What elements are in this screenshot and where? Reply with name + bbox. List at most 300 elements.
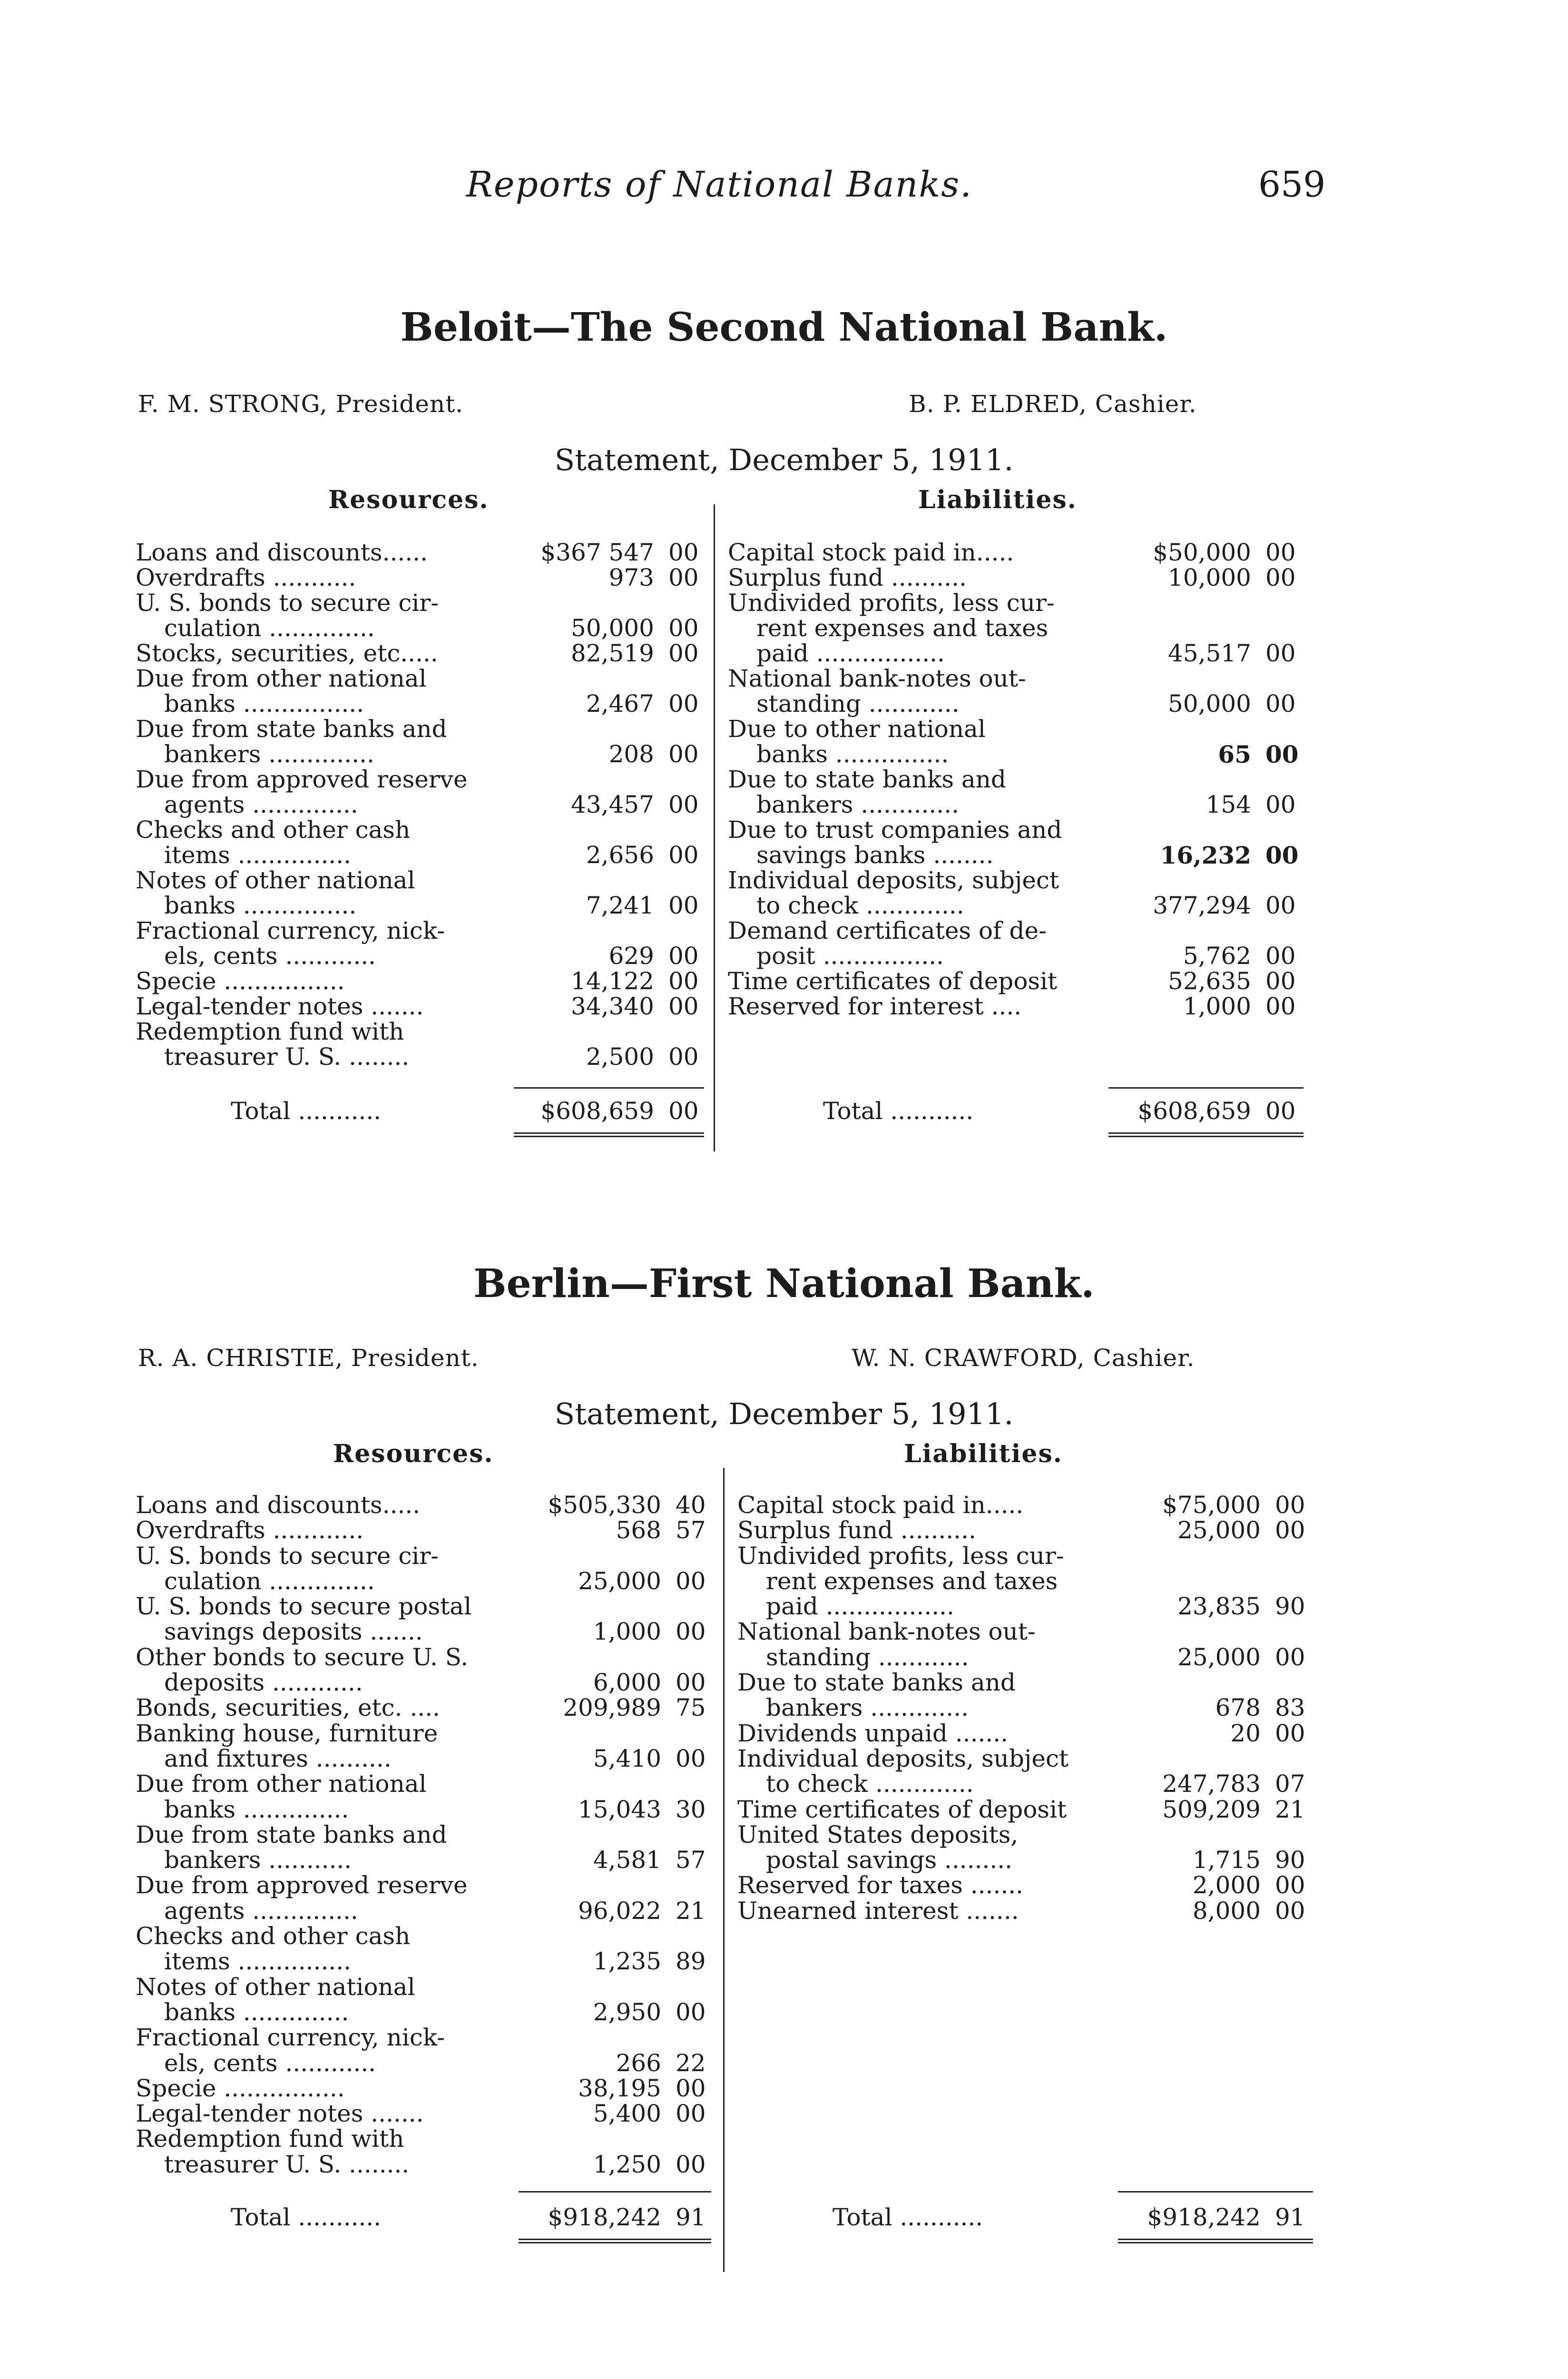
row-label: postal savings ......... (766, 1846, 1013, 1874)
table-row (136, 969, 706, 994)
resources-total-row (136, 2203, 714, 2232)
table-row (728, 767, 1303, 792)
table-row (728, 792, 1303, 817)
row-label: Redemption fund with (136, 2125, 404, 2153)
row-label: posit ................ (756, 942, 944, 970)
liabilities-heading: Liabilities. (918, 485, 1077, 514)
row-dollars: 2,950 (593, 1998, 661, 2026)
table-row (728, 868, 1303, 893)
row-label: treasurer U. S. ........ (164, 1043, 410, 1071)
table-row (737, 1771, 1313, 1797)
liabilities-sum-rule (1108, 1087, 1303, 1089)
table-row (136, 767, 706, 792)
table-row (737, 1695, 1313, 1720)
row-dollars: 15,043 (578, 1795, 661, 1823)
row-cents: 00 (668, 993, 699, 1020)
resources-double-rule (519, 2239, 711, 2243)
bank-title: Berlin—First National Bank. (473, 1261, 1095, 1307)
row-dollars: 50,000 (571, 614, 654, 642)
table-row (136, 1019, 706, 1044)
row-dollars: 10,000 (1168, 564, 1251, 591)
liabilities-total-row (728, 1097, 1303, 1125)
row-label: Reserved for taxes ....... (737, 1871, 1024, 1899)
row-label: Undivided profits, less cur- (737, 1542, 1064, 1570)
row-cents: 00 (1265, 690, 1296, 718)
row-cents: 00 (1275, 1871, 1305, 1899)
total-dollars: $608,659 (540, 1097, 654, 1125)
table-row (737, 1645, 1313, 1670)
row-label: U. S. bonds to secure cir- (136, 1542, 439, 1570)
table-row (136, 540, 706, 565)
liabilities-table (737, 1493, 1313, 1924)
table-row (728, 641, 1303, 666)
statement-date: Statement, December 5, 1911. (554, 1396, 1014, 1431)
row-cents: 83 (1275, 1694, 1305, 1722)
table-row (737, 1797, 1313, 1822)
row-cents: 21 (676, 1897, 706, 1925)
table-row (136, 1949, 714, 1974)
row-label: Redemption fund with (136, 1018, 404, 1045)
row-label: to check ............. (756, 892, 964, 919)
row-label: bankers .............. (164, 740, 374, 768)
row-dollars: 973 (608, 564, 654, 591)
row-label: Legal-tender notes ....... (136, 993, 424, 1020)
total-dollars: $918,242 (548, 2203, 661, 2231)
row-label: els, cents ............ (164, 2049, 376, 2077)
row-label: Reserved for interest .... (728, 993, 1022, 1020)
resources-double-rule (514, 1132, 704, 1137)
table-row (728, 893, 1303, 918)
row-dollars: 38,195 (578, 2074, 661, 2102)
row-cents: 90 (1275, 1593, 1305, 1621)
resources-table (136, 1493, 714, 2177)
table-row (136, 590, 706, 616)
row-label: paid ................. (766, 1593, 954, 1621)
row-label: Capital stock paid in..... (728, 539, 1014, 566)
row-label: Stocks, securities, etc..... (136, 639, 438, 667)
liabilities-heading: Liabilities. (904, 1439, 1063, 1468)
table-row (728, 817, 1303, 843)
row-dollars: 2,500 (586, 1043, 654, 1071)
resources-total-row (136, 1097, 706, 1125)
row-label: Legal-tender notes ....... (136, 2100, 424, 2128)
table-row (728, 691, 1303, 717)
row-cents: 00 (668, 564, 699, 591)
resources-heading: Resources. (333, 1439, 494, 1468)
table-row (737, 1746, 1313, 1771)
table-row (136, 1543, 714, 1569)
table-row (136, 1848, 714, 1873)
total-dollars: $608,659 (1137, 1097, 1251, 1125)
row-dollars: 8,000 (1192, 1897, 1261, 1925)
table-row (136, 994, 706, 1019)
table-row (737, 1873, 1313, 1898)
table-row (737, 1848, 1313, 1873)
total-row (728, 1097, 1303, 1125)
table-row (136, 2076, 714, 2101)
row-dollars: $367 547 (540, 539, 654, 566)
row-cents: 00 (1265, 564, 1296, 591)
row-dollars: 2,000 (1192, 1871, 1261, 1899)
row-dollars: 568 (616, 1516, 661, 1544)
liabilities-double-rule (1108, 1132, 1303, 1137)
row-label: standing ............ (766, 1643, 969, 1671)
row-dollars: 1,000 (1183, 993, 1251, 1020)
row-cents: 00 (676, 1669, 706, 1697)
row-cents: 00 (668, 841, 699, 869)
row-label: Due to other national (728, 715, 986, 743)
table-row (136, 1771, 714, 1797)
table-row (737, 1569, 1313, 1594)
row-label: Due from other national (136, 1770, 427, 1798)
row-dollars: 43,457 (571, 791, 654, 818)
row-cents: 00 (1265, 993, 1296, 1020)
row-cents: 00 (668, 791, 699, 818)
row-dollars: 82,519 (571, 639, 654, 667)
row-label: culation .............. (164, 614, 375, 642)
row-dollars: 25,000 (1177, 1643, 1261, 1671)
table-row (737, 1594, 1313, 1619)
table-row (136, 1044, 706, 1070)
table-row (136, 1746, 714, 1771)
row-label: Notes of other national (136, 866, 415, 894)
table-row (737, 1493, 1313, 1518)
row-dollars: 20 (1230, 1719, 1261, 1747)
column-divider (723, 1468, 725, 2272)
row-label: rent expenses and taxes (766, 1567, 1058, 1595)
total-cents: 00 (1265, 1097, 1296, 1125)
total-dollars: $918,242 (1147, 2203, 1261, 2231)
row-label: U. S. bonds to secure cir- (136, 589, 439, 617)
table-row (136, 1975, 714, 2000)
liabilities-total-row (737, 2203, 1313, 2232)
row-cents: 75 (676, 1694, 706, 1722)
table-row (136, 1670, 714, 1695)
row-dollars: 45,517 (1168, 639, 1251, 667)
row-cents: 00 (1275, 1897, 1305, 1925)
table-row (136, 944, 706, 969)
row-label: bankers ............. (766, 1694, 969, 1722)
row-cents: 22 (676, 2049, 706, 2077)
table-row (136, 641, 706, 666)
table-row (728, 742, 1303, 767)
table-row (737, 1543, 1313, 1569)
table-row (136, 1645, 714, 1670)
row-dollars: 1,000 (593, 1618, 661, 1646)
table-row (136, 1569, 714, 1594)
total-cents: 00 (668, 1097, 699, 1125)
table-row (136, 666, 706, 691)
row-label: Bonds, securities, etc. .... (136, 1694, 441, 1722)
table-row (136, 1594, 714, 1619)
table-row (728, 540, 1303, 565)
total-label: Total ........... (833, 2203, 983, 2231)
row-dollars: 208 (608, 740, 654, 768)
row-dollars: 266 (616, 2049, 661, 2077)
page-number: 659 (1258, 164, 1326, 205)
table-row (136, 1924, 714, 1949)
row-dollars: 96,022 (578, 1897, 661, 1925)
row-label: Demand certificates of de- (728, 917, 1047, 944)
row-label: Capital stock paid in..... (737, 1491, 1024, 1519)
row-cents: 00 (668, 539, 699, 566)
row-label: Due from other national (136, 665, 427, 692)
row-label: Due from state banks and (136, 1820, 447, 1848)
table-row (136, 843, 706, 868)
row-cents: 00 (668, 892, 699, 919)
row-cents: 90 (1275, 1846, 1305, 1874)
table-row (728, 994, 1303, 1019)
table-row (136, 742, 706, 767)
table-row (136, 1721, 714, 1746)
table-row (136, 1898, 714, 1924)
row-cents: 00 (1275, 1491, 1305, 1519)
resources-table (136, 540, 706, 1070)
table-row (728, 565, 1303, 590)
row-label: to check ............. (766, 1770, 974, 1798)
table-row (728, 843, 1303, 868)
table-row (737, 1721, 1313, 1746)
table-row (136, 2051, 714, 2076)
row-dollars: 14,122 (571, 967, 654, 995)
row-label: Individual deposits, subject (737, 1744, 1069, 1772)
row-cents: 00 (1275, 1643, 1305, 1671)
row-label: Time certificates of deposit (728, 967, 1058, 995)
row-dollars: $50,000 (1153, 539, 1251, 566)
total-label: Total ........... (823, 1097, 974, 1125)
row-label: culation .............. (164, 1567, 375, 1595)
table-row (136, 792, 706, 817)
row-cents: 00 (676, 1744, 706, 1772)
table-row (136, 2000, 714, 2025)
row-label: deposits ............ (164, 1669, 363, 1697)
table-row (136, 1822, 714, 1848)
row-cents: 00 (1265, 639, 1296, 667)
table-row (136, 2152, 714, 2177)
total-cents: 91 (1275, 2203, 1305, 2231)
table-row (737, 1619, 1313, 1644)
table-row (737, 1518, 1313, 1543)
liabilities-double-rule (1118, 2239, 1313, 2243)
row-label: Notes of other national (136, 1973, 415, 2001)
row-cents: 00 (1265, 740, 1299, 768)
table-row (136, 1797, 714, 1822)
row-label: Surplus fund .......... (737, 1516, 976, 1544)
row-cents: 00 (676, 1998, 706, 2026)
table-row (136, 1619, 714, 1644)
table-row (737, 1822, 1313, 1848)
row-label: U. S. bonds to secure postal (136, 1593, 472, 1621)
row-label: and fixtures .......... (164, 1744, 392, 1772)
row-dollars: 377,294 (1153, 892, 1251, 919)
row-label: bankers ............. (756, 791, 959, 818)
table-row (136, 2126, 714, 2152)
row-label: Fractional currency, nick- (136, 917, 445, 944)
row-dollars: 678 (1215, 1694, 1261, 1722)
row-label: agents .............. (164, 791, 358, 818)
row-dollars: 4,581 (593, 1846, 661, 1874)
table-row (136, 2101, 714, 2126)
row-label: Due to state banks and (728, 766, 1006, 793)
table-row (728, 666, 1303, 691)
row-cents: 30 (676, 1795, 706, 1823)
row-cents: 00 (676, 1567, 706, 1595)
row-label: Checks and other cash (136, 816, 411, 844)
page-header (0, 164, 1568, 212)
row-cents: 00 (668, 639, 699, 667)
row-label: rent expenses and taxes (756, 614, 1049, 642)
running-title: Reports of National Banks. (466, 164, 972, 205)
row-dollars: 209,989 (563, 1694, 661, 1722)
row-label: savings deposits ....... (164, 1618, 423, 1646)
table-row (136, 893, 706, 918)
row-dollars: 629 (608, 942, 654, 970)
table-row (737, 1898, 1313, 1924)
row-dollars: $75,000 (1162, 1491, 1261, 1519)
president-name: F. M. STRONG, President. (138, 390, 464, 418)
resources-sum-rule (519, 2191, 711, 2192)
row-dollars: 6,000 (593, 1669, 661, 1697)
column-divider (714, 504, 715, 1151)
row-dollars: 1,235 (593, 1947, 661, 1976)
total-row (136, 2203, 714, 2232)
row-label: agents .............. (164, 1897, 358, 1925)
total-label: Total ........... (231, 1097, 382, 1125)
row-dollars: 52,635 (1168, 967, 1251, 995)
table-row (728, 590, 1303, 616)
row-label: els, cents ............ (164, 942, 376, 970)
row-label: treasurer U. S. ........ (164, 2150, 410, 2178)
row-cents: 40 (676, 1491, 706, 1519)
row-label: Time certificates of deposit (737, 1795, 1067, 1823)
table-row (136, 1518, 714, 1543)
row-label: banks ............... (164, 892, 357, 919)
row-label: banks ............... (756, 740, 949, 768)
row-cents: 00 (668, 942, 699, 970)
table-row (136, 565, 706, 590)
row-dollars: 2,467 (586, 690, 654, 718)
row-dollars: 154 (1205, 791, 1251, 818)
table-row (136, 918, 706, 944)
row-label: banks ................ (164, 690, 364, 718)
row-label: Fractional currency, nick- (136, 2024, 445, 2052)
row-cents: 00 (1275, 1516, 1305, 1544)
row-dollars: 1,715 (1192, 1846, 1261, 1874)
row-dollars: 5,762 (1183, 942, 1251, 970)
row-dollars: $505,330 (548, 1491, 661, 1519)
row-label: paid ................. (756, 639, 945, 667)
liabilities-sum-rule (1118, 2191, 1313, 2192)
table-row (136, 616, 706, 641)
row-cents: 57 (676, 1846, 706, 1874)
row-label: Loans and discounts..... (136, 1491, 421, 1519)
table-row (728, 717, 1303, 742)
row-dollars: 16,232 (1160, 841, 1251, 869)
table-row (136, 817, 706, 843)
row-dollars: 25,000 (578, 1567, 661, 1595)
total-cents: 91 (676, 2203, 706, 2231)
row-dollars: 34,340 (571, 993, 654, 1020)
row-label: Loans and discounts...... (136, 539, 428, 566)
row-dollars: 5,400 (593, 2100, 661, 2128)
row-cents: 00 (1265, 791, 1296, 818)
table-row (136, 868, 706, 893)
row-cents: 00 (668, 740, 699, 768)
row-cents: 00 (676, 2100, 706, 2128)
resources-sum-rule (514, 1087, 704, 1089)
row-dollars: 25,000 (1177, 1516, 1261, 1544)
row-dollars: 23,835 (1177, 1593, 1261, 1621)
row-label: National bank-notes out- (728, 665, 1026, 692)
row-dollars: 1,250 (593, 2150, 661, 2178)
row-dollars: 509,209 (1162, 1795, 1261, 1823)
row-cents: 00 (676, 1618, 706, 1646)
row-label: National bank-notes out- (737, 1618, 1036, 1646)
row-label: items ............... (164, 1947, 352, 1976)
row-cents: 00 (668, 1043, 699, 1071)
row-label: Banking house, furniture (136, 1719, 438, 1747)
row-label: savings banks ........ (756, 841, 994, 869)
cashier-name: B. P. ELDRED, Cashier. (909, 390, 1197, 418)
row-cents: 21 (1275, 1795, 1305, 1823)
table-row (728, 918, 1303, 944)
row-label: Due from approved reserve (136, 766, 468, 793)
row-label: Due from state banks and (136, 715, 447, 743)
row-cents: 00 (1265, 841, 1299, 869)
table-row (136, 2025, 714, 2050)
row-cents: 00 (668, 967, 699, 995)
row-label: Due to state banks and (737, 1669, 1016, 1697)
row-label: banks .............. (164, 1795, 349, 1823)
row-label: standing ............ (756, 690, 960, 718)
bank-title: Beloit—The Second National Bank. (400, 305, 1168, 350)
row-cents: 00 (668, 614, 699, 642)
row-label: Specie ................ (136, 2074, 345, 2102)
table-row (136, 1873, 714, 1898)
president-name: R. A. CHRISTIE, President. (138, 1344, 479, 1372)
table-row (737, 1670, 1313, 1695)
table-row (728, 944, 1303, 969)
row-label: Undivided profits, less cur- (728, 589, 1055, 617)
table-row (136, 1493, 714, 1518)
total-row (737, 2203, 1313, 2232)
row-label: items ............... (164, 841, 352, 869)
row-cents: 00 (1265, 539, 1296, 566)
row-label: Unearned interest ....... (737, 1897, 1019, 1925)
table-row (136, 691, 706, 717)
row-label: Due from approved reserve (136, 1871, 468, 1899)
row-cents: 00 (668, 690, 699, 718)
row-label: banks .............. (164, 1998, 349, 2026)
row-dollars: 247,783 (1162, 1770, 1261, 1798)
row-label: Specie ................ (136, 967, 345, 995)
total-row (136, 1097, 706, 1125)
row-label: Checks and other cash (136, 1922, 411, 1950)
row-cents: 00 (1265, 967, 1296, 995)
row-label: Overdrafts ........... (136, 564, 356, 591)
statement-date: Statement, December 5, 1911. (554, 442, 1014, 477)
table-row (728, 616, 1303, 641)
row-label: Surplus fund .......... (728, 564, 967, 591)
liabilities-table (728, 540, 1303, 1019)
row-cents: 00 (676, 2150, 706, 2178)
row-cents: 00 (676, 2074, 706, 2102)
row-cents: 07 (1275, 1770, 1305, 1798)
row-label: Dividends unpaid ....... (737, 1719, 1009, 1747)
cashier-name: W. N. CRAWFORD, Cashier. (852, 1344, 1195, 1372)
table-row (136, 717, 706, 742)
row-cents: 00 (1265, 942, 1296, 970)
